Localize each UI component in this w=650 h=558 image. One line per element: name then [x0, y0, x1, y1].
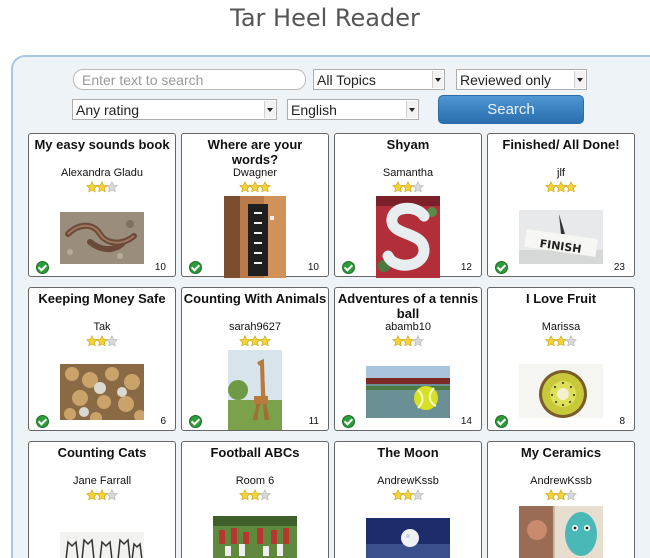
book-author: abamb10	[385, 321, 431, 333]
rating-stars	[29, 488, 175, 501]
rating-stars	[335, 334, 481, 347]
book-card[interactable]	[28, 287, 176, 431]
topics-select-value: All Topics	[317, 72, 376, 88]
star-icon	[565, 334, 577, 346]
star-icon	[412, 180, 424, 192]
book-author: Room 6	[235, 475, 275, 487]
reviewed-check-icon	[495, 415, 508, 428]
book-card[interactable]	[181, 287, 329, 431]
rating-stars	[488, 334, 634, 347]
book-card[interactable]	[181, 441, 329, 558]
reviewed-check-icon	[342, 261, 355, 274]
star-icon	[259, 334, 271, 346]
book-card[interactable]	[181, 133, 329, 277]
page-count: 8	[619, 416, 625, 427]
search-input[interactable]	[73, 69, 306, 90]
letter-s-photo[interactable]	[376, 196, 440, 278]
book-card[interactable]	[334, 287, 482, 431]
reviewed-check-icon	[189, 261, 202, 274]
ceramics-photo[interactable]	[519, 506, 603, 558]
book-title[interactable]: Adventures of a tennis ball	[337, 291, 479, 321]
star-icon	[106, 488, 118, 500]
book-title[interactable]: The Moon	[377, 445, 439, 460]
rating-stars	[488, 488, 634, 501]
reviewed-check-icon	[189, 415, 202, 428]
rating-stars	[29, 334, 175, 347]
giraffe-photo[interactable]	[228, 350, 282, 430]
chevron-down-icon	[406, 101, 417, 118]
coins-photo[interactable]	[60, 364, 144, 420]
book-title[interactable]: My easy sounds book	[34, 137, 170, 152]
star-icon	[565, 488, 577, 500]
book-author: sarah9627	[229, 321, 281, 333]
rating-stars	[182, 334, 328, 347]
book-title[interactable]: I Love Fruit	[525, 291, 597, 306]
search-button[interactable]: Search	[438, 95, 584, 124]
book-author: AndrewKssb	[530, 475, 592, 487]
book-author: Dwagner	[232, 167, 278, 179]
chevron-down-icon	[574, 71, 585, 88]
star-icon	[259, 488, 271, 500]
book-card[interactable]	[28, 133, 176, 277]
book-title[interactable]: Football ABCs	[210, 445, 300, 460]
book-card[interactable]	[334, 133, 482, 277]
book-title[interactable]: Shyam	[386, 137, 430, 152]
rating-stars	[335, 180, 481, 193]
book-title[interactable]: Keeping Money Safe	[38, 291, 166, 306]
kiwi-photo[interactable]	[519, 364, 603, 418]
book-title[interactable]: Counting With Animals	[183, 291, 327, 306]
rating-select[interactable]	[72, 99, 277, 120]
page-count: 10	[154, 262, 166, 273]
tape-measure-photo[interactable]	[224, 196, 286, 278]
star-icon	[412, 488, 424, 500]
book-title[interactable]: My Ceramics	[520, 445, 602, 460]
book-card[interactable]	[28, 441, 176, 558]
page-count: 12	[460, 262, 472, 273]
tennis-ball-photo[interactable]	[366, 366, 450, 418]
star-icon	[412, 334, 424, 346]
book-author: Jane Farrall	[72, 475, 132, 487]
book-title[interactable]: Finished/ All Done!	[502, 137, 620, 152]
finish-sign-photo[interactable]	[519, 210, 603, 264]
book-card[interactable]	[334, 441, 482, 558]
page-count: 23	[613, 262, 625, 273]
moon-photo[interactable]	[366, 518, 450, 558]
language-select[interactable]	[287, 99, 419, 120]
book-title[interactable]: Counting Cats	[57, 445, 147, 460]
page-count: 10	[307, 262, 319, 273]
chevron-down-icon	[264, 101, 275, 118]
book-card[interactable]	[487, 287, 635, 431]
football-team-photo[interactable]	[213, 516, 297, 558]
book-author: AndrewKssb	[377, 475, 439, 487]
book-title[interactable]: Where are your words?	[207, 137, 303, 167]
page-count: 6	[160, 416, 166, 427]
star-icon	[565, 180, 577, 192]
star-icon	[259, 180, 271, 192]
cats-drawing-photo[interactable]	[60, 532, 144, 558]
star-icon	[106, 180, 118, 192]
chevron-down-icon	[432, 71, 443, 88]
rating-stars	[182, 488, 328, 501]
reviewed-check-icon	[495, 261, 508, 274]
rating-stars	[335, 488, 481, 501]
book-author: Marissa	[541, 321, 581, 333]
page-count: 11	[308, 416, 319, 427]
book-author: Alexandra Gladu	[61, 167, 143, 179]
snake-photo[interactable]	[60, 212, 144, 264]
book-card[interactable]	[487, 133, 635, 277]
reviewed-check-icon	[36, 261, 49, 274]
svg-text:FINISH: FINISH	[538, 237, 583, 256]
book-author: Tak	[93, 321, 111, 333]
book-card[interactable]	[487, 441, 635, 558]
reviewed-check-icon	[342, 415, 355, 428]
rating-select-value: Any rating	[76, 102, 140, 118]
rating-stars	[182, 180, 328, 193]
star-icon	[106, 334, 118, 346]
rating-stars	[29, 180, 175, 193]
reviewed-check-icon	[36, 415, 49, 428]
topics-select[interactable]	[313, 69, 445, 90]
rating-stars	[488, 180, 634, 193]
book-author: Samantha	[382, 167, 434, 179]
site-title: Tar Heel Reader	[230, 4, 420, 32]
language-select-value: English	[291, 102, 337, 118]
review-select-value: Reviewed only	[460, 72, 552, 88]
book-author: jlf	[557, 167, 565, 179]
review-select[interactable]	[456, 69, 587, 90]
page-count: 14	[460, 416, 472, 427]
